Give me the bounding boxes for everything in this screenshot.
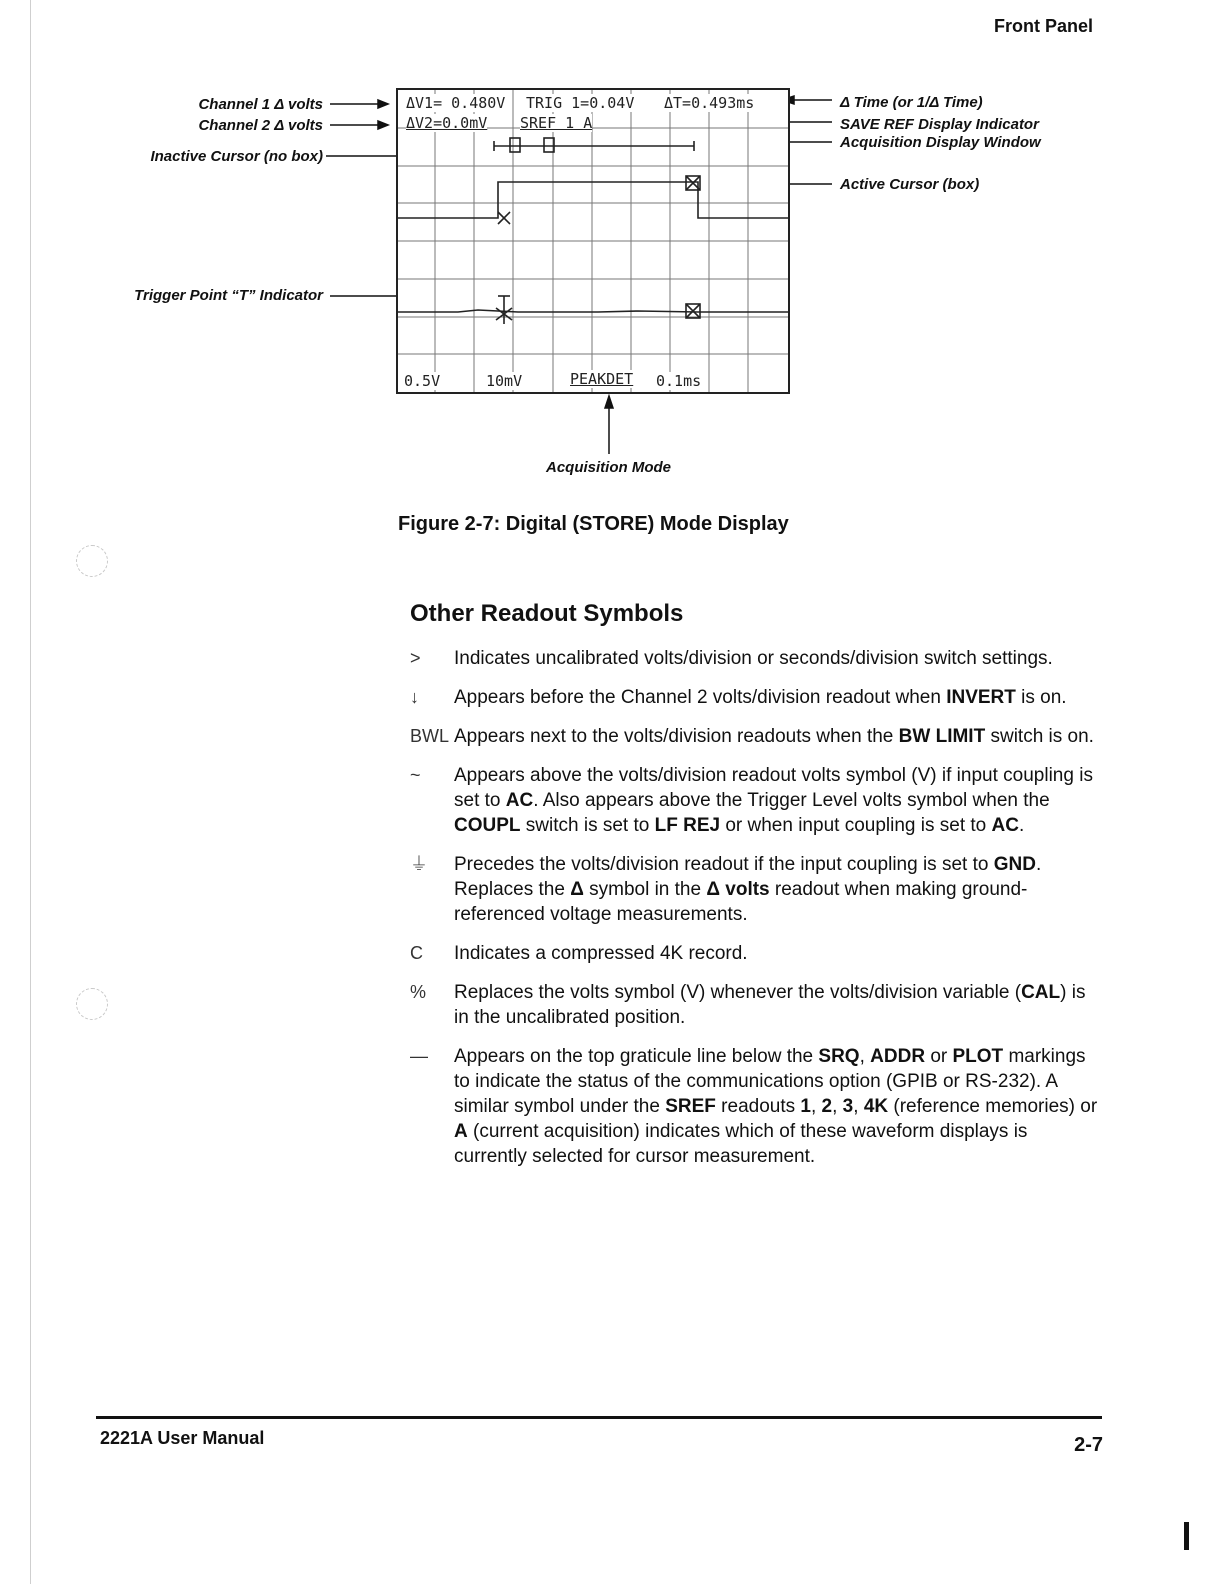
punch-hole	[76, 545, 108, 577]
readout-acquisition-mode: PEAKDET	[570, 370, 634, 388]
readout-symbol: ⏚	[410, 854, 428, 874]
symbol-row	[408, 980, 1098, 1030]
symbol-row	[408, 724, 1098, 749]
readout-symbol: —	[410, 1046, 428, 1066]
readout-symbol: ↓	[410, 687, 419, 707]
callout-channel2-delta-volts: Channel 2 Δ volts	[198, 117, 323, 134]
readout-symbol: C	[410, 943, 423, 963]
readout-delta-v1: ΔV1= 0.480V	[406, 94, 506, 112]
footer-rule	[96, 1416, 1102, 1419]
readout-time-scale: 0.1ms	[656, 372, 702, 390]
readout-symbol: ~	[410, 765, 421, 785]
readout-symbol: BWL	[410, 726, 450, 746]
scope-display	[396, 88, 790, 394]
section-title: Other Readout Symbols	[410, 600, 684, 627]
readout-symbol: >	[410, 648, 421, 668]
callout-channel1-delta-volts: Channel 1 Δ volts	[198, 96, 323, 113]
symbol-description: Appears before the Channel 2 volts/division readout when INVERT is on.	[454, 687, 1067, 708]
readout-symbol: %	[410, 982, 427, 1002]
symbol-row	[408, 1044, 1098, 1169]
punch-hole	[76, 988, 108, 1020]
callout-trigger-point: Trigger Point “T” Indicator	[134, 287, 323, 304]
symbol-description: Appears next to the volts/division readouts when the BW LIMIT switch is on.	[454, 726, 1094, 747]
symbol-row	[408, 941, 1098, 966]
readout-symbol-list	[408, 646, 1098, 1183]
figure-caption: Figure 2-7: Digital (STORE) Mode Display	[398, 513, 789, 535]
edge-mark	[1184, 1522, 1189, 1550]
readout-trigger-level: TRIG 1=0.04V	[526, 94, 635, 112]
channel2-trace	[398, 310, 788, 312]
symbol-row	[408, 646, 1098, 671]
symbol-description: Precedes the volts/division readout if the input coupling is set to GND. Replaces the Δ symbol in the Δ volts readout when making ground-referenced voltage measurements.	[454, 854, 1042, 925]
callout-inactive-cursor: Inactive Cursor (no box)	[150, 148, 323, 165]
symbol-row	[408, 763, 1098, 838]
callout-acquisition-mode: Acquisition Mode	[546, 459, 671, 476]
readout-save-ref: SREF 1 A	[520, 114, 593, 132]
callout-save-ref: SAVE REF Display Indicator	[840, 116, 1039, 133]
readout-ch2-scale: 10mV	[486, 372, 523, 390]
symbol-row	[408, 685, 1098, 710]
readout-ch1-scale: 0.5V	[404, 372, 441, 390]
readout-delta-v2: ΔV2=0.0mV	[406, 114, 488, 132]
manual-title: 2221A User Manual	[100, 1428, 265, 1448]
symbol-description: Indicates uncalibrated volts/division or seconds/division switch settings.	[454, 648, 1053, 669]
page-number: 2-7	[1074, 1434, 1103, 1456]
symbol-description: Appears on the top graticule line below the SRQ, ADDR or PLOT markings to indicate the status of the communications option (GPIB or RS-232). A similar symbol under the SREF readouts 1, 2, 3, 4K (reference memories) or A (current acquisition) indicates which of these waveform displays is currently selected for cursor measurement.	[454, 1046, 1098, 1167]
symbol-description: Replaces the volts symbol (V) whenever the volts/division variable (CAL) is in the uncalibrated position.	[454, 982, 1086, 1028]
symbol-description: Appears above the volts/division readout volts symbol (V) if input coupling is set to AC. Also appears above the Trigger Level volts symbol when the COUPL switch is set to LF REJ or when input coupling is set to AC.	[454, 765, 1093, 836]
callout-acquisition-window: Acquisition Display Window	[840, 134, 1041, 151]
callout-delta-time: Δ Time (or 1/Δ Time)	[840, 94, 983, 111]
symbol-description: Indicates a compressed 4K record.	[454, 943, 748, 964]
readout-delta-time: ΔT=0.493ms	[664, 94, 755, 112]
running-header: Front Panel	[993, 16, 1093, 36]
symbol-row	[408, 852, 1098, 927]
callout-active-cursor: Active Cursor (box)	[840, 176, 980, 193]
graticule	[398, 90, 788, 392]
channel1-trace	[398, 182, 788, 218]
